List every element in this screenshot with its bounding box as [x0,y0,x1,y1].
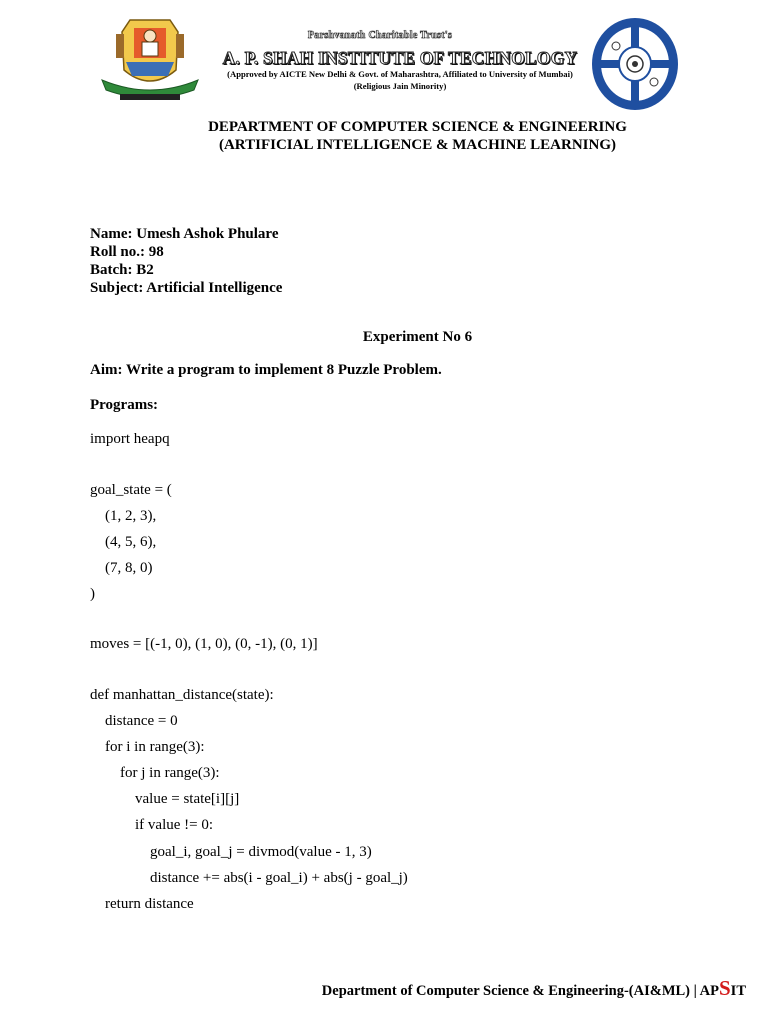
code-line: goal_i, goal_j = divmod(value - 1, 3) [90,844,372,860]
code-line: (1, 2, 3), [90,508,157,524]
programs-label: Programs: [90,397,159,413]
footer-accent-letter: S [718,976,731,1000]
approval-note: (Approved by AICTE New Delhi & Govt. of Maharashtra, Affiliated to University of Mumbai) [227,69,573,79]
institute-name: A. P. SHAH INSTITUTE OF TECHNOLOGY [222,48,578,68]
code-line: return distance [90,896,194,912]
trust-name: Parshvanath Charitable Trust's [307,30,453,41]
student-name: Name: Umesh Ashok Phulare [90,226,279,242]
code-line: goal_state = ( [90,482,172,498]
batch: Batch: B2 [90,262,154,278]
department-title: DEPARTMENT OF COMPUTER SCIENCE & ENGINEERING [208,119,627,135]
minority-note: (Religious Jain Minority) [353,81,447,91]
page-footer [322,976,746,1001]
code-line: import heapq [90,431,170,447]
department-seal-logo [590,16,680,112]
code-line: for j in range(3): [90,765,220,781]
code-line: def manhattan_distance(state): [90,687,274,703]
code-line: (7, 8, 0) [90,560,153,576]
code-line: for i in range(3): [90,739,205,755]
code-line: if value != 0: [90,817,214,833]
department-subtitle: (ARTIFICIAL INTELLIGENCE & MACHINE LEARNING) [218,137,617,153]
code-line: distance = 0 [90,713,178,729]
code-line: (4, 5, 6), [90,534,157,550]
code-line: moves = [(-1, 0), (1, 0), (0, -1), (0, 1)] [90,636,318,652]
footer-suffix: IT [730,983,746,999]
institute-emblem-logo [96,14,204,106]
footer-text: Department of Computer Science & Engineering-(AI&ML) | AP [321,983,719,999]
code-line: ) [90,586,95,602]
code-line: value = state[i][j] [90,791,240,807]
subject: Subject: Artificial Intelligence [90,280,283,296]
aim-statement: Aim: Write a program to implement 8 Puzzle Problem. [90,362,442,378]
roll-number: Roll no.: 98 [90,244,164,260]
code-line: distance += abs(i - goal_i) + abs(j - goal_j) [90,870,408,886]
experiment-title: Experiment No 6 [362,329,473,345]
